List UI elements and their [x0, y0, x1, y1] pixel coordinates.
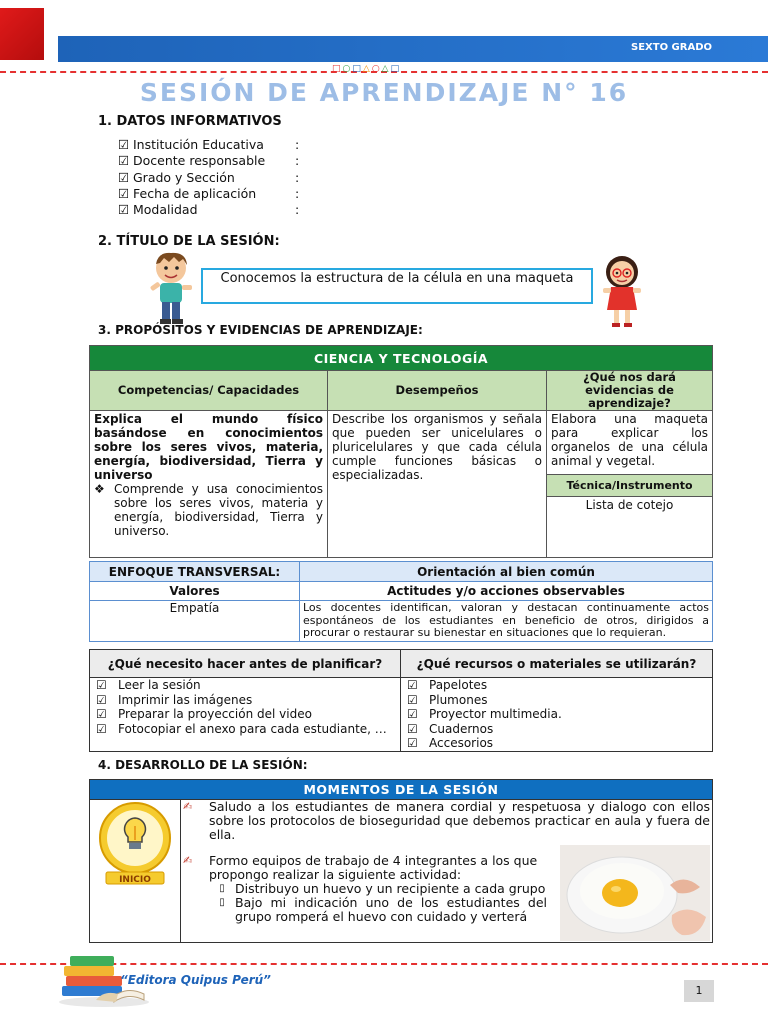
tecnica-header: Técnica/Instrumento	[547, 475, 713, 497]
section-propositos-heading: 3. PROPÓSITOS Y EVIDENCIAS DE APRENDIZAJE:	[98, 323, 423, 337]
page-number: 1	[684, 980, 714, 1002]
grade-label: SEXTO GRADO	[631, 42, 712, 53]
valor-cell: Empatía	[90, 601, 300, 642]
checkbox-icon: ☑	[96, 707, 107, 721]
inicio-label: INICIO	[119, 875, 151, 885]
list-item: ☑ Preparar la proyección del video	[96, 707, 312, 721]
momentos-header: MOMENTOS DE LA SESIÓN	[90, 780, 713, 800]
list-item: ☑ Imprimir las imágenes	[96, 692, 253, 707]
list-item: ☑ Fotocopiar el anexo para cada estudiante, …	[96, 721, 387, 736]
checkbox-icon: ☑	[118, 137, 130, 152]
list-item: ☑ Accesorios	[407, 736, 494, 750]
list-item: ☑ Cuadernos	[407, 721, 494, 736]
paragraph: ✍ Formo equipos de trabajo de 4 integrantes a los que propongo realizar la siguiente actividad:	[183, 853, 538, 882]
datos-list	[118, 137, 299, 218]
enfoque-label: ENFOQUE TRANSVERSAL:	[90, 562, 300, 582]
checkbox-icon: ☑	[118, 153, 130, 169]
col-competencias: Competencias/ Capacidades	[90, 371, 328, 411]
checkbox-icon: ☑	[407, 707, 418, 721]
checkbox-icon: ☑	[407, 736, 418, 750]
session-title-box: Conocemos la estructura de la célula en una maqueta	[201, 268, 593, 304]
competencia-text: Explica el mundo físico basándose en conocimientos sobre los seres vivos, materia, energía, biodiversidad, Tierra y universo	[94, 412, 323, 482]
competencias-cell	[90, 411, 328, 558]
col-desempenos: Desempeños	[328, 371, 547, 411]
inicio-badge	[98, 802, 172, 886]
datos-item: ☑ Institución Educativa :	[118, 137, 300, 152]
capacidad-item: ❖ Comprende y usa conocimientos sobre los seres vivos, materia y energía, biodiversidad, Tierra y universo.	[94, 482, 323, 538]
decorative-shapes: □○□△○△□	[332, 64, 402, 74]
valores-header: Valores	[90, 582, 300, 601]
enfoque-table	[89, 561, 713, 642]
list-item: ☑ Plumones	[407, 692, 488, 707]
list-item: ☑ Proyector multimedia.	[407, 707, 562, 721]
section-datos-heading: 1. DATOS INFORMATIVOS	[98, 114, 282, 129]
pencil-icon: ✍	[183, 800, 193, 813]
checkbox-icon: ☑	[96, 692, 107, 707]
checkbox-icon: ☑	[118, 202, 130, 218]
checkbox-icon: ☑	[407, 678, 418, 692]
actitud-cell: Los docentes identifican, valoran y destacan continuamente actos espontáneos de los estudiantes en beneficio de otros, dirigidos a procurar o restaurar su bienestar en situaciones que lo requieran.	[300, 601, 713, 642]
col-recursos: ¿Qué recursos o materiales se utilizarán?	[401, 650, 713, 678]
enfoque-name: Orientación al bien común	[300, 562, 713, 582]
checkbox-icon: ☑	[407, 692, 418, 707]
section-desarrollo-heading: 4. DESARROLLO DE LA SESIÓN:	[98, 758, 308, 772]
datos-item: ☑ Grado y Sección :	[118, 169, 300, 185]
red-corner-decoration	[0, 8, 44, 60]
col-evidencias: ¿Qué nos dará evidencias de aprendizaje?	[547, 371, 713, 411]
girl-illustration	[600, 252, 644, 330]
antes-list	[90, 678, 401, 752]
checkbox-icon: ☑	[118, 185, 130, 201]
recursos-list	[401, 678, 713, 752]
evidencia-cell: Elabora una maqueta para explicar los organelos de una célula animal y vegetal.	[547, 411, 713, 475]
desempeno-cell: Describe los organismos y señala que pueden ser unicelulares o pluricelulares y que cada célula cumple funciones básicas o especializadas.	[328, 411, 547, 558]
checkbox-icon: ☑	[407, 721, 418, 736]
sub-item: ▯ Bajo mi indicación uno de los estudiantes del grupo romperá el huevo con cuidado y verterá	[219, 895, 547, 924]
datos-item: ☑ Modalidad :	[118, 202, 300, 218]
preparacion-table	[89, 649, 713, 752]
boy-illustration	[146, 250, 196, 328]
actitudes-header: Actitudes y/o acciones observables	[300, 582, 713, 601]
instrumento-cell: Lista de cotejo	[547, 497, 713, 558]
checkbox-icon: ☑	[96, 678, 107, 692]
pencil-icon: ✍	[183, 854, 193, 867]
checkbox-icon: ☑	[96, 721, 107, 736]
list-item: ☑ Papelotes	[407, 678, 488, 692]
datos-item: ☑ Docente responsable :	[118, 153, 300, 169]
paragraph: ✍ Saludo a los estudiantes de manera cordial y respetuosa y dialogo con ellos sobre los protocolos de bioseguridad que debemos practicar en aula y fuera de ella.	[183, 799, 710, 842]
col-antes: ¿Qué necesito hacer antes de planificar?	[90, 650, 401, 678]
page-title: SESIÓN DE APRENDIZAJE N° 16	[139, 78, 629, 107]
checkbox-icon: ☑	[118, 169, 130, 185]
list-item: ☑ Leer la sesión	[96, 678, 201, 692]
editorial-name: “Editora Quipus Perú”	[120, 973, 271, 987]
egg-photo	[560, 845, 710, 941]
datos-item: ☑ Fecha de aplicación :	[118, 185, 300, 201]
propositos-table	[89, 345, 713, 558]
section-titulo-heading: 2. TÍTULO DE LA SESIÓN:	[98, 234, 280, 249]
area-header: CIENCIA Y TECNOLOGÍA	[90, 346, 713, 371]
sub-item: ▯ Distribuyo un huevo y un recipiente a cada grupo	[219, 881, 546, 896]
